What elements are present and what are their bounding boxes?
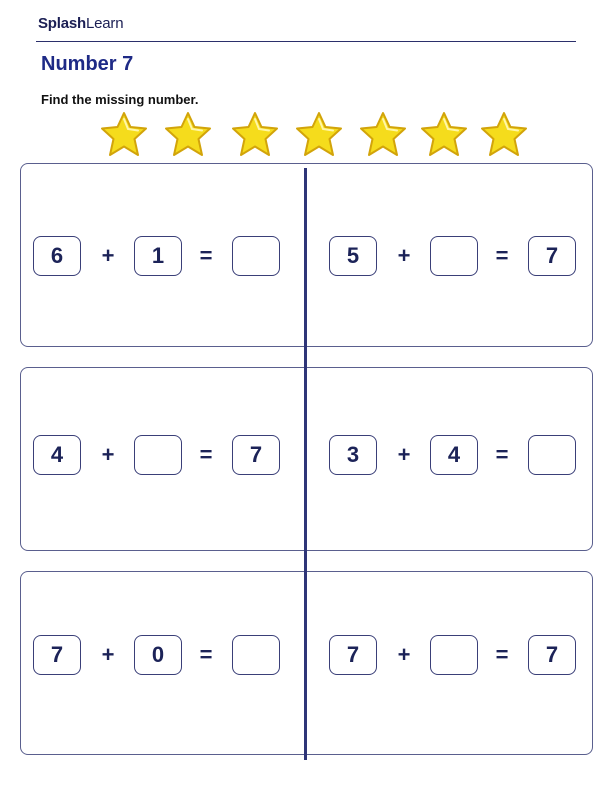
operand-a-box: 5 (329, 236, 377, 276)
plus-sign: + (101, 642, 115, 667)
star-row (98, 110, 530, 160)
operand-a-box: 4 (33, 435, 81, 475)
operand-b-box: 4 (430, 435, 478, 475)
brand-name-regular: Learn (85, 15, 124, 32)
worksheet-instruction: Find the missing number. (41, 92, 199, 107)
equals-sign: = (199, 243, 213, 268)
equals-sign: = (495, 243, 509, 268)
plus-sign: + (101, 243, 115, 268)
result-box[interactable] (232, 635, 280, 675)
brand-logo (38, 15, 123, 32)
plus-sign: + (101, 442, 115, 467)
operand-a-box: 3 (329, 435, 377, 475)
result-box: 7 (232, 435, 280, 475)
star-icon (357, 110, 409, 158)
star-icon (162, 110, 214, 158)
plus-sign: + (397, 243, 411, 268)
star-icon (478, 110, 530, 158)
star-icon (229, 110, 281, 158)
operand-a-box: 6 (33, 236, 81, 276)
equals-sign: = (495, 442, 509, 467)
equals-sign: = (495, 642, 509, 667)
operand-b-box[interactable] (430, 236, 478, 276)
operand-b-box: 0 (134, 635, 182, 675)
equals-sign: = (199, 442, 213, 467)
result-box: 7 (528, 635, 576, 675)
brand-name-bold: Splash (38, 15, 86, 32)
star-icon (293, 110, 345, 158)
header-divider (36, 41, 576, 42)
operand-b-box: 1 (134, 236, 182, 276)
worksheet-title: Number 7 (41, 53, 134, 75)
result-box: 7 (528, 236, 576, 276)
operand-b-box[interactable] (134, 435, 182, 475)
plus-sign: + (397, 642, 411, 667)
result-box[interactable] (232, 236, 280, 276)
operand-a-box: 7 (33, 635, 81, 675)
equals-sign: = (199, 642, 213, 667)
star-icon (418, 110, 470, 158)
plus-sign: + (397, 442, 411, 467)
column-divider (304, 168, 307, 760)
result-box[interactable] (528, 435, 576, 475)
star-icon (98, 110, 150, 158)
operand-b-box[interactable] (430, 635, 478, 675)
operand-a-box: 7 (329, 635, 377, 675)
